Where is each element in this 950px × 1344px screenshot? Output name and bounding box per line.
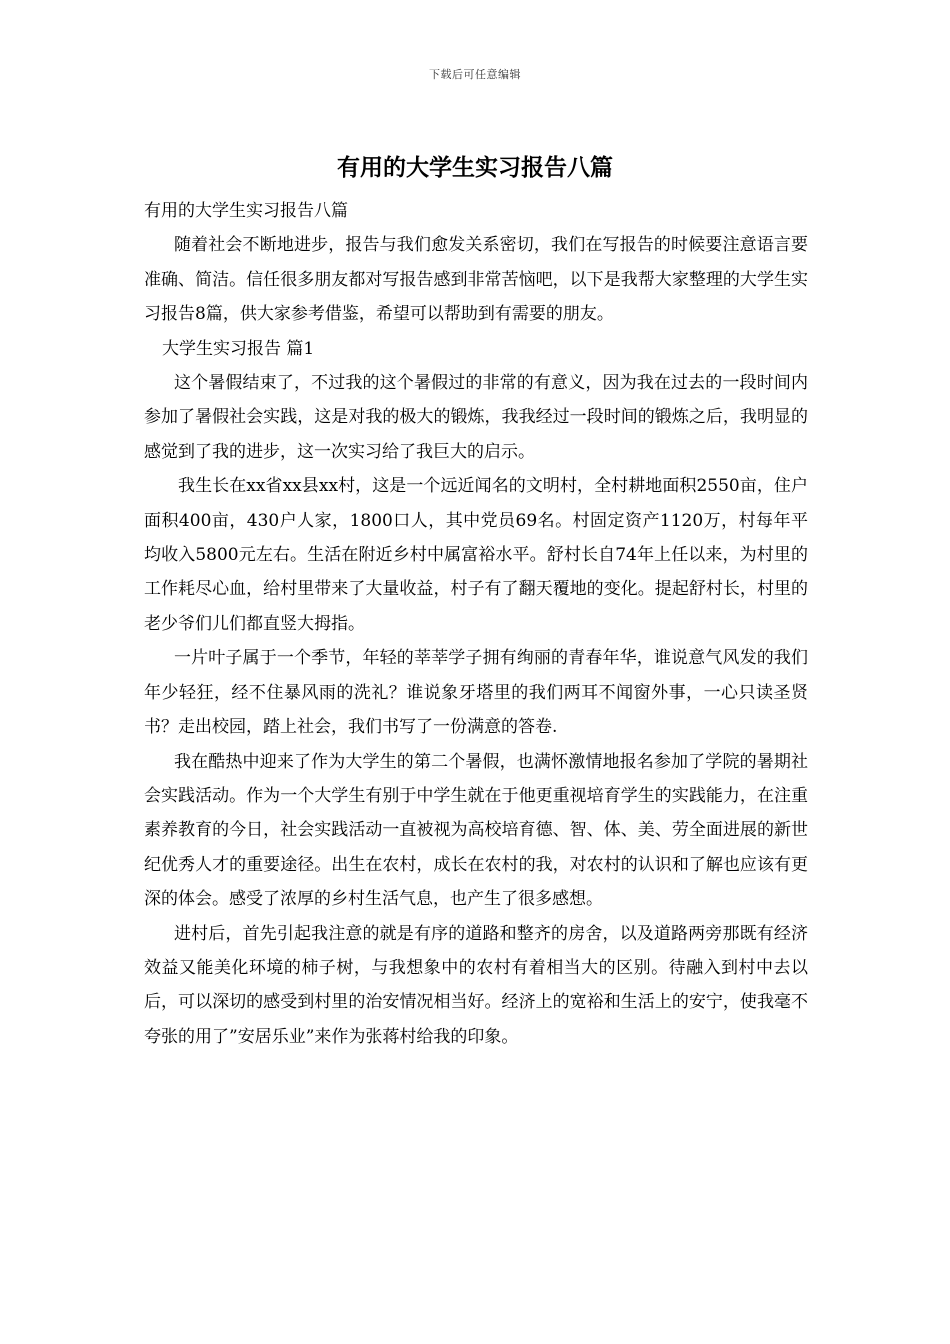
intro-paragraph: 随着社会不断地进步，报告与我们愈发关系密切，我们在写报告的时候要注意语言要准确、简洁。信任很多朋友都对写报告感到非常苦恼吧，以下是我帮大家整理的大学生实习报告8篇，供大家参考借鉴，希望可以帮助到有需要的朋友。 bbox=[144, 235, 808, 325]
body-paragraph: 我生长在xx省xx县xx村，这是一个远近闻名的文明村，全村耕地面积2550亩，住户面积400亩，430户人家，1800口人，其中党员69名。村固定资产1120万，村每年平均收入5800元左右。生活在附近乡村中属富裕水平。舒村长自74年上任以来，为村里的工作耗尽心血，给村里带来了大量收益，村子有了翻天覆地的变化。提起舒村长，村里的老少爷们儿们都直竖大拇指。 bbox=[144, 476, 808, 634]
body-paragraph: 一片叶子属于一个季节，年轻的莘莘学子拥有绚丽的青春年华，谁说意气风发的我们年少轻狂，经不住暴风雨的洗礼？谁说象牙塔里的我们两耳不闻窗外事，一心只读圣贤书？走出校园，踏上社会，我们书写了一份满意的答卷. bbox=[144, 648, 808, 738]
document-subtitle: 有用的大学生实习报告八篇 bbox=[144, 201, 348, 221]
body-paragraph: 这个暑假结束了，不过我的这个暑假过的非常的有意义，因为我在过去的一段时间内参加了暑假社会实践，这是对我的极大的锻炼，我我经过一段时间的锻炼之后，我明显的感觉到了我的进步，这一次实习给了我巨大的启示。 bbox=[144, 373, 808, 462]
body-paragraph: 我在酷热中迎来了作为大学生的第二个暑假，也满怀激情地报名参加了学院的暑期社会实践活动。作为一个大学生有别于中学生就在于他更重视培育学生的实践能力，在注重素养教育的今日，社会实践活动一直被视为高校培育德、智、体、美、劳全面进展的新世纪优秀人才的重要途径。出生在农村，成长在农村的我，对农村的认识和了解也应该有更深的体会。感受了浓厚的乡村生活气息，也产生了很多感想。 bbox=[144, 751, 808, 910]
document-title: 有用的大学生实习报告八篇 bbox=[337, 154, 613, 181]
section-heading: 大学生实习报告 篇1 bbox=[162, 338, 315, 359]
header-note: 下载后可任意编辑 bbox=[429, 68, 521, 81]
document-body bbox=[144, 194, 808, 1054]
body-paragraph: 进村后，首先引起我注意的就是有序的道路和整齐的房舍，以及道路两旁那既有经济效益又能美化环境的柿子树，与我想象中的农村有着相当大的区别。待融入到村中去以后，可以深切的感受到村里的治安情况相当好。经济上的宽裕和生活上的安宁，使我毫不夸张的用了”安居乐业”来作为张蒋村给我的印象。 bbox=[144, 923, 808, 1047]
